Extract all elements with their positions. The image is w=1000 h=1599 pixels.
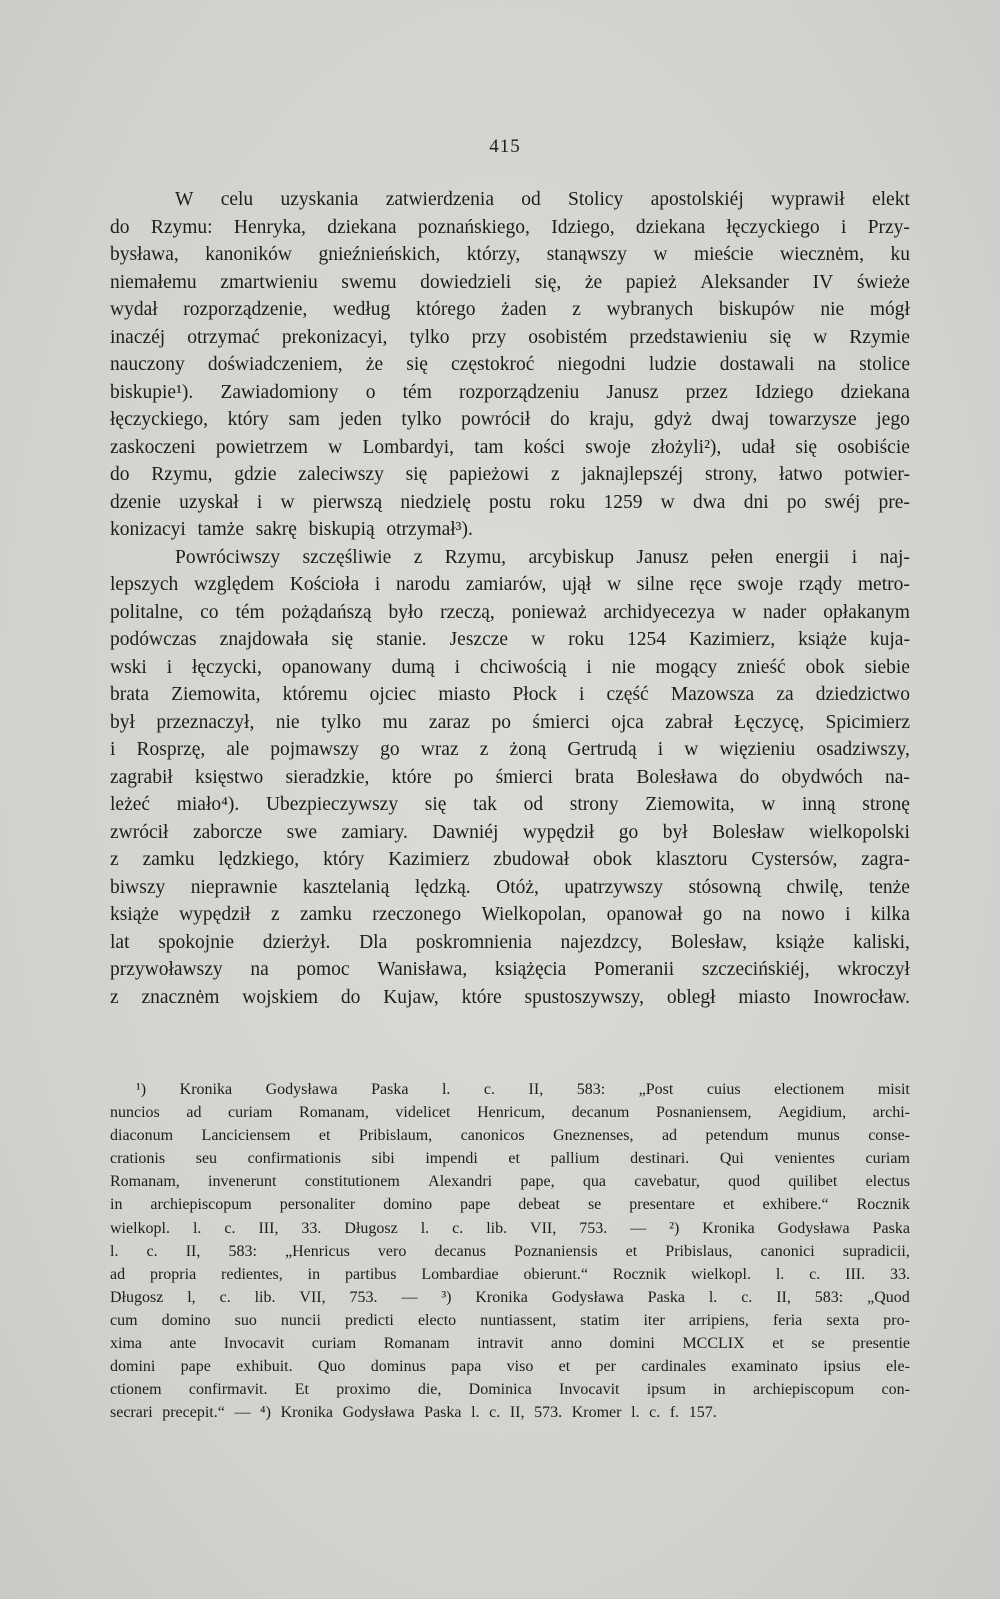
- body-line: bysława, kanoników gnieźnieńskich, którzy, stanąwszy w mieście wiecznėm, ku: [110, 244, 910, 265]
- body-text: [110, 186, 910, 1011]
- body-line: dzenie uzyskał i w pierwszą niedzielę postu roku 1259 w dwa dni po swéj pre-: [110, 491, 910, 513]
- footnote-line: nuncios ad curiam Romanam, videlicet Henricum, decanum Posnaniensem, Aegidium, archi-: [110, 1104, 910, 1122]
- footnote-line: crationis seu confirmationis sibi impendi et pallium destinari. Qui venientes curiam: [110, 1150, 910, 1168]
- page-number: 415: [489, 136, 521, 157]
- footnote-line: ctionem confirmavit. Et proximo die, Dominica Invocavit ipsum in archiepiscopum con-: [110, 1381, 910, 1399]
- body-line: biwszy nieprawnie kasztelanią lędzką. Otóż, upatrzywszy stósowną chwilę, tenże: [110, 876, 910, 898]
- body-line: Powróciwszy szczęśliwie z Rzymu, arcybiskup Janusz pełen energii i naj-: [175, 546, 910, 568]
- body-line: zagrabił księstwo sieradzkie, które po śmierci brata Bolesława do obydwóch na-: [110, 766, 910, 788]
- footnote-line: cum domino suo nuncii predicti electo nuntiassent, statim iter arripiens, feria sexta pro-: [110, 1311, 910, 1329]
- footnote-line: wielkopl. l. c. III, 33. Długosz l. c. lib. VII, 753. — ²) Kronika Godysława Paska: [110, 1219, 910, 1237]
- body-line: wski i łęczycki, opanowany dumą i chciwością i nie mogący znieść obok siebie: [110, 656, 910, 678]
- body-line: do Rzymu: Henryka, dziekana poznańskiego, Idziego, dziekana łęczyckiego i Przy-: [110, 216, 910, 238]
- footnote-line: ¹) Kronika Godysława Paska l. c. II, 583: „Post cuius electionem misit: [136, 1081, 910, 1098]
- body-line: był przeznaczył, nie tylko mu zaraz po śmierci ojca zabrał Łęczycę, Spicimierz: [110, 711, 910, 733]
- body-line: do Rzymu, gdzie zaleciwszy się papieżowi z jaknajlepszéj strony, łatwo potwier-: [110, 464, 910, 485]
- body-line: inaczéj otrzymać prekonizacyi, tylko przy osobistém przedstawieniu się w Rzymie: [110, 326, 910, 348]
- body-line: nauczony doświadczeniem, że się częstokroć niegodni ludzie dostawali na stolice: [110, 354, 910, 375]
- body-line: zaskoczeni powietrzem w Lombardyi, tam kości swoje złożyli²), udał się osobiście: [110, 436, 910, 458]
- body-line: W celu uzyskania zatwierdzenia od Stolicy apostolskiéj wyprawił elekt: [175, 189, 910, 210]
- body-line: leżeć miało⁴). Ubezpieczywszy się tak od strony Ziemowita, w inną stronę: [110, 794, 910, 815]
- body-line: łęczyckiego, który sam jeden tylko powrócił do kraju, gdyż dwaj towarzysze jego: [110, 409, 910, 430]
- footnote-line: Długosz l, c. lib. VII, 753. — ³) Kronika Godysława Paska l. c. II, 583: „Quod: [110, 1288, 910, 1306]
- body-line: konizacyi tamże sakrę biskupią otrzymał³).: [110, 519, 473, 540]
- body-line: podówczas znajdowała się stanie. Jeszcze w roku 1254 Kazimierz, książe kuja-: [110, 629, 910, 650]
- footnote-line: xima ante Invocavit curiam Romanam intravit anno domini MCCLIX et se presentie: [110, 1335, 910, 1353]
- body-line: przywoławszy na pomoc Wanisława, książęcia Pomeranii szczecińskiéj, wkroczył: [110, 959, 910, 980]
- footnotes: [110, 1078, 910, 1424]
- body-line: z znacznėm wojskiem do Kujaw, które spustoszywszy, obległ miasto Inowrocław.: [110, 986, 910, 1008]
- body-line: i Rosprzę, ale pojmawszy go wraz z żoną Gertrudą i w więzieniu osadziwszy,: [110, 739, 910, 760]
- body-line: politalne, co tém pożądańszą było rzeczą, ponieważ archidyecezya w nader opłakanym: [110, 601, 910, 623]
- footnote-line: domini pape exhibuit. Quo dominus papa viso et per cardinales examinato ipsius ele-: [110, 1358, 910, 1376]
- body-line: lat spokojnie dzierżył. Dla poskromnienia najezdzcy, Bolesław, książe kaliski,: [110, 931, 910, 953]
- body-line: brata Ziemowita, któremu ojciec miasto Płock i część Mazowsza za dziedzictwo: [110, 684, 910, 705]
- footnote-line: Romanam, invenerunt constitutionem Alexandri pape, qua cavebatur, quod quilibet electus: [110, 1173, 910, 1191]
- body-line: z zamku lędzkiego, który Kazimierz zbudował obok klasztoru Cystersów, zagra-: [110, 849, 910, 870]
- footnote-line: in archiepiscopum personaliter domino pape debeat se presentare et exhibere.“ Rocznik: [110, 1196, 910, 1214]
- body-line: książe wypędził z zamku rzeczonego Wielkopolan, opanował go na nowo i kilka: [110, 904, 910, 925]
- footnote-line: secrari precepit.“ — ⁴) Kronika Godysława Paska l. c. II, 573. Kromer l. c. f. 157.: [110, 1404, 717, 1422]
- footnote-line: ad propria redientes, in partibus Lombardiae obierunt.“ Rocznik wielkopl. l. c. III. 33.: [110, 1265, 910, 1283]
- body-line: niemałemu zmartwieniu swemu dowiedzieli się, że papież Aleksander IV świeże: [110, 271, 910, 293]
- footnote-line: diaconum Lanciciensem et Pribislaum, canonicos Gneznenses, ad petendum munus conse-: [110, 1127, 910, 1145]
- footnote-line: l. c. II, 583: „Henricus vero decanus Poznaniensis et Pribislaus, canonici supradicii,: [110, 1242, 910, 1260]
- body-line: zwrócił zaborcze swe zamiary. Dawniéj wypędził go był Bolesław wielkopolski: [110, 821, 910, 843]
- body-line: wydał rozporządzenie, według którego żaden z wybranych biskupów nie mógł: [110, 299, 910, 320]
- body-line: lepszych względem Kościoła i narodu zamiarów, ujął w silne ręce swoje rządy metro-: [110, 574, 910, 595]
- body-line: biskupie¹). Zawiadomiony o tém rozporządzeniu Janusz przez Idziego dziekana: [110, 381, 910, 403]
